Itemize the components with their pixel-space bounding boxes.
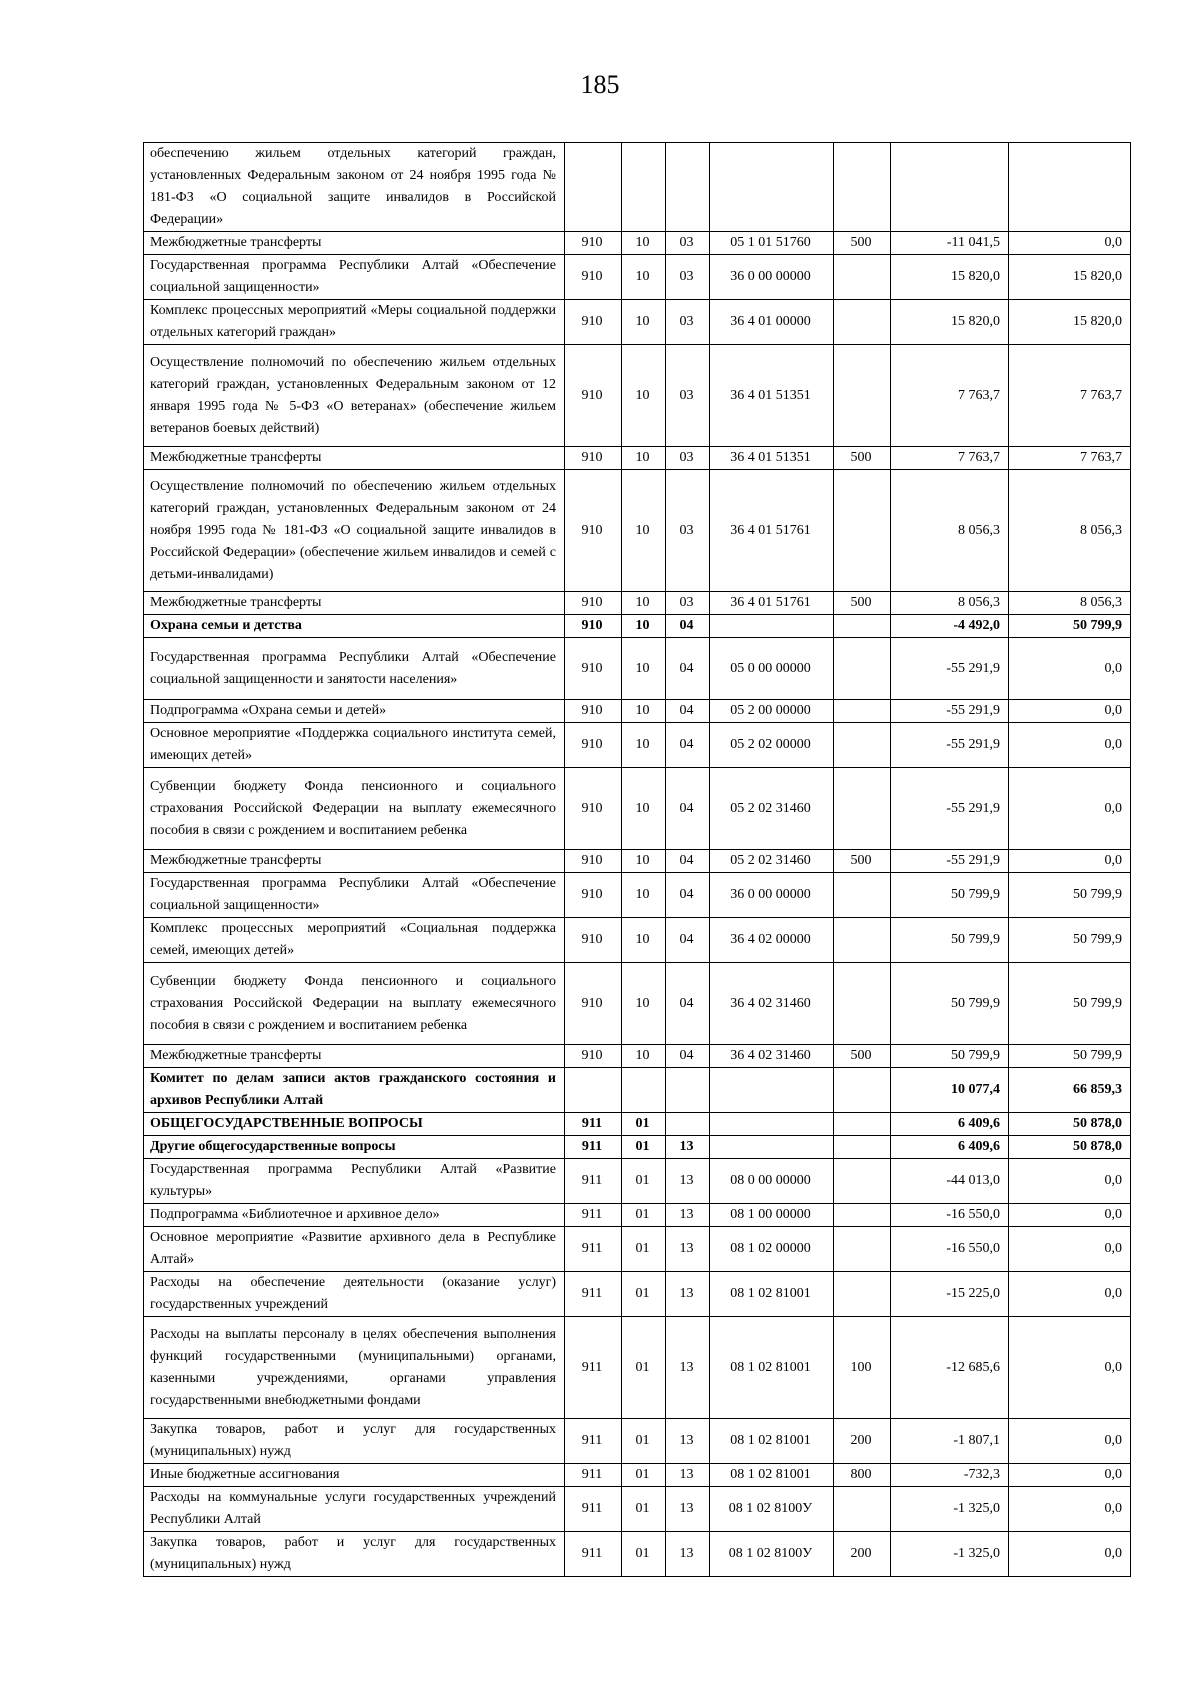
admin-code: 910: [565, 1045, 622, 1068]
amount-2: 0,0: [1009, 1419, 1131, 1464]
section-code: 01: [622, 1532, 666, 1577]
subsection-code: 04: [666, 918, 710, 963]
target-article-code: 08 1 00 00000: [710, 1204, 834, 1227]
subsection-code: [666, 1113, 710, 1136]
target-article-code: 08 1 02 8100У: [710, 1487, 834, 1532]
admin-code: 910: [565, 447, 622, 470]
section-code: 10: [622, 768, 666, 850]
amount-1: -4 492,0: [891, 615, 1009, 638]
amount-2: 50 799,9: [1009, 963, 1131, 1045]
table-row: [144, 638, 1131, 700]
row-name: Закупка товаров, работ и услуг для государственных (муниципальных) нужд: [144, 1532, 565, 1577]
admin-code: 911: [565, 1317, 622, 1419]
section-code: 10: [622, 638, 666, 700]
amount-1: 6 409,6: [891, 1113, 1009, 1136]
expense-type-code: [834, 768, 891, 850]
subsection-code: 04: [666, 963, 710, 1045]
row-name: Субвенции бюджету Фонда пенсионного и социального страхования Российской Федерации на выплату ежемесячного пособия в связи с рождением и воспитанием ребенка: [144, 963, 565, 1045]
table-row: [144, 1419, 1131, 1464]
amount-2: 8 056,3: [1009, 470, 1131, 592]
amount-2: 0,0: [1009, 850, 1131, 873]
table-row: [144, 1204, 1131, 1227]
row-name: Межбюджетные трансферты: [144, 1045, 565, 1068]
target-article-code: 08 0 00 00000: [710, 1159, 834, 1204]
amount-1: -55 291,9: [891, 700, 1009, 723]
subsection-code: 03: [666, 300, 710, 345]
subsection-code: 04: [666, 1045, 710, 1068]
expense-type-code: 200: [834, 1532, 891, 1577]
target-article-code: 05 2 02 31460: [710, 850, 834, 873]
amount-1: 7 763,7: [891, 345, 1009, 447]
subsection-code: 13: [666, 1272, 710, 1317]
table-row: [144, 592, 1131, 615]
amount-1: 10 077,4: [891, 1068, 1009, 1113]
amount-1: -732,3: [891, 1464, 1009, 1487]
admin-code: 911: [565, 1487, 622, 1532]
amount-2: 8 056,3: [1009, 592, 1131, 615]
amount-2: 0,0: [1009, 232, 1131, 255]
subsection-code: 13: [666, 1204, 710, 1227]
expense-type-code: [834, 873, 891, 918]
table-row: [144, 1464, 1131, 1487]
expense-type-code: [834, 723, 891, 768]
amount-1: 50 799,9: [891, 963, 1009, 1045]
target-article-code: 36 4 02 31460: [710, 1045, 834, 1068]
expense-type-code: [834, 1227, 891, 1272]
amount-2: 50 799,9: [1009, 615, 1131, 638]
admin-code: 910: [565, 470, 622, 592]
amount-2: 7 763,7: [1009, 447, 1131, 470]
section-code: 01: [622, 1419, 666, 1464]
subsection-code: 13: [666, 1317, 710, 1419]
amount-1: -1 325,0: [891, 1487, 1009, 1532]
table-row: [144, 1532, 1131, 1577]
subsection-code: 03: [666, 470, 710, 592]
table-row: [144, 1045, 1131, 1068]
expense-type-code: 500: [834, 850, 891, 873]
target-article-code: 08 1 02 81001: [710, 1419, 834, 1464]
section-code: 10: [622, 232, 666, 255]
section-code: 10: [622, 723, 666, 768]
amount-1: -1 325,0: [891, 1532, 1009, 1577]
table-row: [144, 1487, 1131, 1532]
subsection-code: 04: [666, 768, 710, 850]
expense-type-code: [834, 1159, 891, 1204]
target-article-code: 08 1 02 81001: [710, 1272, 834, 1317]
section-code: 10: [622, 470, 666, 592]
row-name: Государственная программа Республики Алтай «Развитие культуры»: [144, 1159, 565, 1204]
row-name: Закупка товаров, работ и услуг для государственных (муниципальных) нужд: [144, 1419, 565, 1464]
section-code: 10: [622, 850, 666, 873]
admin-code: 910: [565, 638, 622, 700]
amount-2: 0,0: [1009, 1464, 1131, 1487]
subsection-code: 13: [666, 1419, 710, 1464]
amount-1: -11 041,5: [891, 232, 1009, 255]
table-row: [144, 345, 1131, 447]
row-name: Иные бюджетные ассигнования: [144, 1464, 565, 1487]
expense-type-code: [834, 1136, 891, 1159]
row-name: Осуществление полномочий по обеспечению жильем отдельных категорий граждан, установленных Федеральным законом от 24 ноября 1995 года № 181-ФЗ «О социальной защите инвалидов в Российской Федерации» (обеспечение жильем инвалидов и семей с детьми-инвалидами): [144, 470, 565, 592]
target-article-code: 36 4 02 00000: [710, 918, 834, 963]
row-name: Расходы на обеспечение деятельности (оказание услуг) государственных учреждений: [144, 1272, 565, 1317]
section-code: [622, 1068, 666, 1113]
target-article-code: 36 0 00 00000: [710, 873, 834, 918]
amount-2: 0,0: [1009, 723, 1131, 768]
target-article-code: 05 2 02 00000: [710, 723, 834, 768]
table-row: [144, 1068, 1131, 1113]
expense-type-code: [834, 255, 891, 300]
admin-code: 911: [565, 1136, 622, 1159]
target-article-code: [710, 143, 834, 232]
subsection-code: 04: [666, 850, 710, 873]
target-article-code: 36 0 00 00000: [710, 255, 834, 300]
row-name: Межбюджетные трансферты: [144, 850, 565, 873]
expense-type-code: [834, 143, 891, 232]
row-name: Межбюджетные трансферты: [144, 232, 565, 255]
admin-code: 911: [565, 1464, 622, 1487]
section-code: 01: [622, 1227, 666, 1272]
amount-1: 15 820,0: [891, 255, 1009, 300]
amount-2: 50 878,0: [1009, 1136, 1131, 1159]
target-article-code: [710, 1068, 834, 1113]
subsection-code: 03: [666, 255, 710, 300]
admin-code: 910: [565, 255, 622, 300]
amount-2: 0,0: [1009, 768, 1131, 850]
table-row: [144, 873, 1131, 918]
admin-code: 911: [565, 1227, 622, 1272]
amount-2: 66 859,3: [1009, 1068, 1131, 1113]
target-article-code: 05 2 02 31460: [710, 768, 834, 850]
expense-type-code: [834, 963, 891, 1045]
admin-code: 910: [565, 963, 622, 1045]
table-row: [144, 1136, 1131, 1159]
table-row: [144, 1113, 1131, 1136]
table-row: [144, 963, 1131, 1045]
admin-code: 911: [565, 1159, 622, 1204]
amount-2: 0,0: [1009, 1272, 1131, 1317]
expense-type-code: [834, 700, 891, 723]
target-article-code: [710, 615, 834, 638]
row-name: Охрана семьи и детства: [144, 615, 565, 638]
table-row: [144, 1227, 1131, 1272]
admin-code: 911: [565, 1419, 622, 1464]
target-article-code: 36 4 01 51761: [710, 592, 834, 615]
admin-code: [565, 143, 622, 232]
admin-code: 911: [565, 1532, 622, 1577]
amount-1: -12 685,6: [891, 1317, 1009, 1419]
expense-type-code: [834, 470, 891, 592]
amount-1: 50 799,9: [891, 873, 1009, 918]
section-code: 01: [622, 1272, 666, 1317]
admin-code: 910: [565, 873, 622, 918]
amount-2: 0,0: [1009, 638, 1131, 700]
subsection-code: 04: [666, 700, 710, 723]
amount-2: 7 763,7: [1009, 345, 1131, 447]
expense-type-code: [834, 300, 891, 345]
target-article-code: 36 4 01 51761: [710, 470, 834, 592]
section-code: 01: [622, 1317, 666, 1419]
target-article-code: 36 4 01 00000: [710, 300, 834, 345]
section-code: 10: [622, 447, 666, 470]
admin-code: 910: [565, 723, 622, 768]
target-article-code: 05 2 00 00000: [710, 700, 834, 723]
row-name: Комплекс процессных мероприятий «Меры социальной поддержки отдельных категорий граждан»: [144, 300, 565, 345]
section-code: 10: [622, 345, 666, 447]
subsection-code: 13: [666, 1159, 710, 1204]
table-row: [144, 232, 1131, 255]
row-name: Другие общегосударственные вопросы: [144, 1136, 565, 1159]
expense-type-code: [834, 1113, 891, 1136]
target-article-code: [710, 1136, 834, 1159]
amount-2: [1009, 143, 1131, 232]
row-name: Комитет по делам записи актов гражданского состояния и архивов Республики Алтай: [144, 1068, 565, 1113]
budget-table-body: [144, 143, 1131, 1577]
amount-1: -55 291,9: [891, 638, 1009, 700]
amount-2: 0,0: [1009, 1317, 1131, 1419]
amount-2: 15 820,0: [1009, 255, 1131, 300]
amount-1: 50 799,9: [891, 1045, 1009, 1068]
expense-type-code: [834, 615, 891, 638]
table-row: [144, 300, 1131, 345]
amount-2: 15 820,0: [1009, 300, 1131, 345]
row-name: Расходы на коммунальные услуги государственных учреждений Республики Алтай: [144, 1487, 565, 1532]
expense-type-code: 500: [834, 1045, 891, 1068]
admin-code: 910: [565, 700, 622, 723]
amount-2: 50 878,0: [1009, 1113, 1131, 1136]
table-row: [144, 850, 1131, 873]
subsection-code: 13: [666, 1136, 710, 1159]
target-article-code: 08 1 02 81001: [710, 1317, 834, 1419]
table-row: [144, 615, 1131, 638]
row-name: Межбюджетные трансферты: [144, 592, 565, 615]
amount-1: -15 225,0: [891, 1272, 1009, 1317]
admin-code: 911: [565, 1113, 622, 1136]
target-article-code: [710, 1113, 834, 1136]
row-name: Государственная программа Республики Алтай «Обеспечение социальной защищенности»: [144, 255, 565, 300]
amount-1: -55 291,9: [891, 723, 1009, 768]
section-code: 01: [622, 1159, 666, 1204]
admin-code: 910: [565, 850, 622, 873]
table-row: [144, 255, 1131, 300]
amount-2: 0,0: [1009, 700, 1131, 723]
amount-1: -1 807,1: [891, 1419, 1009, 1464]
table-row: [144, 470, 1131, 592]
section-code: 10: [622, 255, 666, 300]
expense-type-code: 500: [834, 592, 891, 615]
table-row: [144, 768, 1131, 850]
expense-type-code: [834, 1204, 891, 1227]
page-number: 185: [580, 70, 620, 99]
admin-code: 910: [565, 918, 622, 963]
expense-type-code: 200: [834, 1419, 891, 1464]
amount-2: 0,0: [1009, 1204, 1131, 1227]
amount-1: -55 291,9: [891, 850, 1009, 873]
section-code: 10: [622, 918, 666, 963]
section-code: 10: [622, 1045, 666, 1068]
row-name: Подпрограмма «Библиотечное и архивное дело»: [144, 1204, 565, 1227]
section-code: 01: [622, 1113, 666, 1136]
table-row: [144, 1272, 1131, 1317]
subsection-code: [666, 1068, 710, 1113]
amount-1: [891, 143, 1009, 232]
row-name: Осуществление полномочий по обеспечению жильем отдельных категорий граждан, установленных Федеральным законом от 12 января 1995 года № 5-ФЗ «О ветеранах» (обеспечение жильем ветеранов боевых действий): [144, 345, 565, 447]
amount-1: 50 799,9: [891, 918, 1009, 963]
amount-1: -16 550,0: [891, 1227, 1009, 1272]
row-name: Подпрограмма «Охрана семьи и детей»: [144, 700, 565, 723]
section-code: 10: [622, 300, 666, 345]
target-article-code: 36 4 02 31460: [710, 963, 834, 1045]
subsection-code: 04: [666, 723, 710, 768]
target-article-code: 05 0 00 00000: [710, 638, 834, 700]
expense-type-code: [834, 1487, 891, 1532]
expense-type-code: [834, 1068, 891, 1113]
amount-1: 15 820,0: [891, 300, 1009, 345]
target-article-code: 08 1 02 00000: [710, 1227, 834, 1272]
subsection-code: [666, 143, 710, 232]
amount-1: 7 763,7: [891, 447, 1009, 470]
expense-type-code: [834, 918, 891, 963]
table-row: [144, 1317, 1131, 1419]
expense-type-code: 500: [834, 447, 891, 470]
target-article-code: 36 4 01 51351: [710, 345, 834, 447]
expense-type-code: 500: [834, 232, 891, 255]
section-code: 10: [622, 700, 666, 723]
admin-code: 910: [565, 345, 622, 447]
admin-code: 910: [565, 300, 622, 345]
amount-1: -55 291,9: [891, 768, 1009, 850]
admin-code: 910: [565, 232, 622, 255]
row-name: Межбюджетные трансферты: [144, 447, 565, 470]
section-code: 10: [622, 873, 666, 918]
expense-type-code: 800: [834, 1464, 891, 1487]
row-name: Основное мероприятие «Развитие архивного дела в Республике Алтай»: [144, 1227, 565, 1272]
amount-1: 8 056,3: [891, 470, 1009, 592]
section-code: 10: [622, 615, 666, 638]
row-name: Расходы на выплаты персоналу в целях обеспечения выполнения функций государственными (муниципальными) органами, казенными учреждениями, органами управления государственными внебюджетными фондами: [144, 1317, 565, 1419]
target-article-code: 08 1 02 81001: [710, 1464, 834, 1487]
subsection-code: 04: [666, 873, 710, 918]
subsection-code: 04: [666, 638, 710, 700]
amount-2: 0,0: [1009, 1532, 1131, 1577]
subsection-code: 03: [666, 447, 710, 470]
subsection-code: 03: [666, 345, 710, 447]
admin-code: 910: [565, 592, 622, 615]
admin-code: [565, 1068, 622, 1113]
amount-2: 0,0: [1009, 1487, 1131, 1532]
target-article-code: 05 1 01 51760: [710, 232, 834, 255]
admin-code: 910: [565, 768, 622, 850]
subsection-code: 13: [666, 1487, 710, 1532]
expense-type-code: 100: [834, 1317, 891, 1419]
amount-2: 0,0: [1009, 1227, 1131, 1272]
section-code: 10: [622, 963, 666, 1045]
expense-type-code: [834, 1272, 891, 1317]
target-article-code: 08 1 02 8100У: [710, 1532, 834, 1577]
section-code: 01: [622, 1464, 666, 1487]
amount-1: 8 056,3: [891, 592, 1009, 615]
section-code: [622, 143, 666, 232]
table-row: [144, 723, 1131, 768]
section-code: 01: [622, 1487, 666, 1532]
budget-table: [143, 142, 1131, 1577]
row-name: Государственная программа Республики Алтай «Обеспечение социальной защищенности»: [144, 873, 565, 918]
admin-code: 911: [565, 1204, 622, 1227]
subsection-code: 03: [666, 232, 710, 255]
section-code: 01: [622, 1204, 666, 1227]
row-name: Государственная программа Республики Алтай «Обеспечение социальной защищенности и занятости населения»: [144, 638, 565, 700]
expense-type-code: [834, 345, 891, 447]
table-row: [144, 447, 1131, 470]
expense-type-code: [834, 638, 891, 700]
table-row: [144, 143, 1131, 232]
row-name: Субвенции бюджету Фонда пенсионного и социального страхования Российской Федерации на выплату ежемесячного пособия в связи с рождением и воспитанием ребенка: [144, 768, 565, 850]
subsection-code: 03: [666, 592, 710, 615]
admin-code: 911: [565, 1272, 622, 1317]
amount-2: 0,0: [1009, 1159, 1131, 1204]
amount-1: -44 013,0: [891, 1159, 1009, 1204]
table-row: [144, 918, 1131, 963]
section-code: 10: [622, 592, 666, 615]
amount-2: 50 799,9: [1009, 918, 1131, 963]
amount-1: -16 550,0: [891, 1204, 1009, 1227]
subsection-code: 13: [666, 1227, 710, 1272]
row-name: Основное мероприятие «Поддержка социального института семей, имеющих детей»: [144, 723, 565, 768]
amount-2: 50 799,9: [1009, 873, 1131, 918]
row-name: Комплекс процессных мероприятий «Социальная поддержка семей, имеющих детей»: [144, 918, 565, 963]
amount-1: 6 409,6: [891, 1136, 1009, 1159]
target-article-code: 36 4 01 51351: [710, 447, 834, 470]
subsection-code: 13: [666, 1464, 710, 1487]
section-code: 01: [622, 1136, 666, 1159]
subsection-code: 04: [666, 615, 710, 638]
table-row: [144, 1159, 1131, 1204]
subsection-code: 13: [666, 1532, 710, 1577]
table-row: [144, 700, 1131, 723]
row-name: обеспечению жильем отдельных категорий граждан, установленных Федеральным законом от 24 ноября 1995 года № 181-ФЗ «О социальной защите инвалидов в Российской Федерации»: [144, 143, 565, 232]
amount-2: 50 799,9: [1009, 1045, 1131, 1068]
row-name: ОБЩЕГОСУДАРСТВЕННЫЕ ВОПРОСЫ: [144, 1113, 565, 1136]
admin-code: 910: [565, 615, 622, 638]
